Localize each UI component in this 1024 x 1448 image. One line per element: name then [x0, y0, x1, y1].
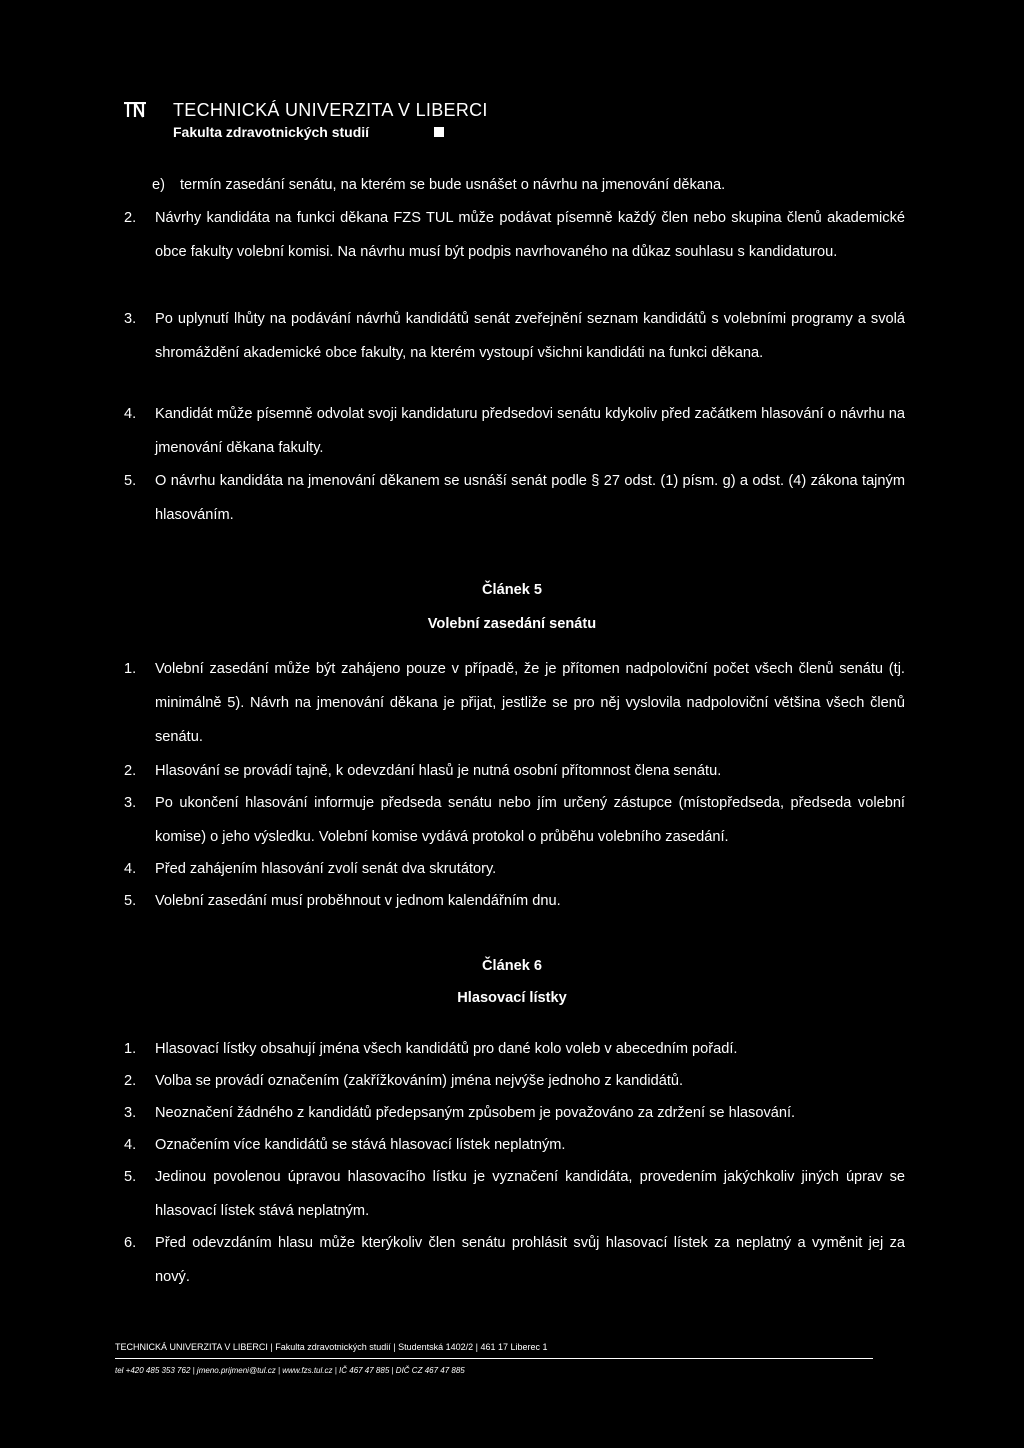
list-item-number: 4. [124, 1137, 137, 1153]
list-item-text: Neoznačení žádného z kandidátů předepsaným způsobem je považováno za zdržení se hlasování. [155, 1105, 796, 1121]
list-item-number: 1. [124, 661, 137, 677]
list-item-text: Návrhy kandidáta na funkci děkana FZS TUL může podávat písemně každý člen nebo skupina členů akademické obce fakulty volební komisi. Na návrhu musí být podpis navrhovaného na důkaz souhlasu s kandidaturou. [155, 210, 905, 260]
list-item-number: 4. [124, 861, 137, 877]
list-item-text: O návrhu kandidáta na jmenování děkanem se usnáší senát podle § 27 odst. (1) písm. g) a odst. (4) zákona tajným hlasováním. [155, 473, 905, 523]
footer-contact: tel +420 485 353 762 | jmeno.prijmeni@tul.cz | www.fzs.tul.cz | IČ 467 47 885 | DIČ CZ 467 47 885 [115, 1366, 465, 1375]
list-item-number: 2. [124, 210, 137, 226]
list-item-number: 2. [124, 763, 137, 779]
article-title: Článek 6 [481, 958, 543, 974]
list-item-text: Hlasování se provádí tajně, k odevzdání hlasů je nutná osobní přítomnost člena senátu. [155, 763, 722, 779]
list-item-number: 6. [124, 1235, 137, 1251]
list-item-number: 3. [124, 1105, 137, 1121]
list-item-number: 5. [124, 1169, 137, 1185]
list-item-text: Volební zasedání může být zahájeno pouze v případě, že je přítomen nadpoloviční počet všech členů senátu (tj. minimálně 5). Návrh na jmenování děkana je přijat, jestliže se pro něj vyslovila nadpoloviční většina všech členů senátu. [155, 661, 905, 745]
list-item-text: Hlasovací lístky obsahují jména všech kandidátů pro dané kolo voleb v abecedním pořadí. [155, 1041, 738, 1057]
article-subtitle: Volební zasedání senátu [427, 616, 597, 632]
list-item-text: termín zasedání senátu, na kterém se bude usnášet o návrhu na jmenování děkana. [180, 177, 726, 193]
university-name: TECHNICKÁ UNIVERZITA V LIBERCI [173, 100, 488, 120]
faculty-name: Fakulta zdravotnických studií [173, 124, 370, 140]
list-item-number: 3. [124, 795, 137, 811]
list-item-number: 5. [124, 473, 137, 489]
list-item-number: 4. [124, 406, 137, 422]
article-subtitle: Hlasovací lístky [457, 990, 567, 1006]
list-item-label: e) [152, 177, 165, 193]
list-item-number: 5. [124, 893, 137, 909]
list-item-text: Po uplynutí lhůty na podávání návrhů kandidátů senát zveřejnění seznam kandidátů s volebními programy a svolá shromáždění akademické obce fakulty, na kterém vystoupí všichni kandidáti na funkci děkana. [155, 311, 905, 361]
article-title: Článek 5 [481, 582, 543, 598]
list-item-text: Označením více kandidátů se stává hlasovací lístek neplatným. [155, 1137, 566, 1153]
list-item-text: Po ukončení hlasování informuje předseda senátu nebo jím určený zástupce (místopředseda, předseda volební komise) o jeho výsledku. Volební komise vydává protokol o průběhu volebního zasedání. [155, 795, 905, 845]
footer-divider [115, 1358, 873, 1359]
list-item-text: Před odevzdáním hlasu může kterýkoliv člen senátu prohlásit svůj hlasovací lístek za neplatný a vyměnit jej za nový. [155, 1235, 905, 1285]
list-item-number: 2. [124, 1073, 137, 1089]
list-item-text: Volba se provádí označením (zakřížkováním) jména nejvýše jednoho z kandidátů. [155, 1073, 684, 1089]
square-bullet-icon [434, 127, 444, 137]
list-item-text: Kandidát může písemně odvolat svoji kandidaturu předsedovi senátu kdykoliv před začátkem hlasování o návrhu na jmenování děkana fakulty. [155, 406, 905, 456]
list-item-text: Jedinou povolenou úpravou hlasovacího lístku je vyznačení kandidáta, provedením jakýchkoliv jiných úprav se hlasovací lístek stává neplatným. [155, 1169, 905, 1219]
list-item-number: 3. [124, 311, 137, 327]
university-logo-icon [123, 102, 147, 118]
list-item-number: 1. [124, 1041, 137, 1057]
list-item-text: Volební zasedání musí proběhnout v jednom kalendářním dnu. [155, 893, 561, 909]
list-item-text: Před zahájením hlasování zvolí senát dva skrutátory. [155, 861, 497, 877]
footer-address: TECHNICKÁ UNIVERZITA V LIBERCI | Fakulta zdravotnických studií | Studentská 1402/2 | 461 17 Liberec 1 [115, 1342, 548, 1352]
